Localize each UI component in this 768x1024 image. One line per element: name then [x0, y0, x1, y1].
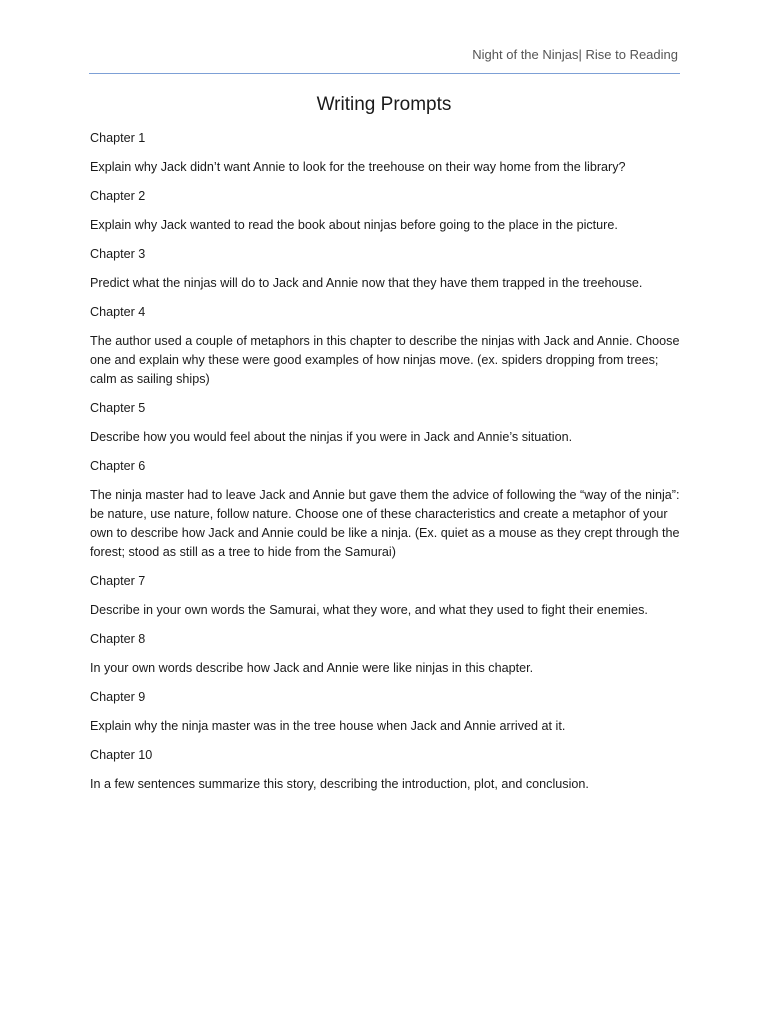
chapter-block	[90, 688, 682, 736]
chapter-prompt: Explain why Jack wanted to read the book about ninjas before going to the place in the picture.	[90, 218, 618, 232]
chapter-prompt: In a few sentences summarize this story, describing the introduction, plot, and conclusion.	[90, 777, 589, 791]
page-title: Writing Prompts	[316, 94, 452, 115]
chapter-block	[90, 630, 682, 678]
chapter-label: Chapter 4	[90, 305, 146, 319]
chapter-label: Chapter 1	[90, 131, 146, 145]
chapter-prompt: The ninja master had to leave Jack and Annie but gave them the advice of following the “way of the ninja”: be nature, use nature, follow nature. Choose one of these characteristics and create a metaphor of your own to describe how Jack and Annie could be like a ninja. (Ex. quiet as a mouse as they crept through the forest; stood as still as a tree to hide from the Samurai)	[90, 488, 680, 559]
chapter-block	[90, 129, 682, 177]
chapter-block	[90, 245, 682, 293]
chapter-label: Chapter 8	[90, 632, 146, 646]
chapter-label: Chapter 10	[90, 748, 153, 762]
chapter-block	[90, 187, 682, 235]
chapter-prompt: Explain why Jack didn’t want Annie to look for the treehouse on their way home from the library?	[90, 160, 626, 174]
prompt-list	[90, 129, 682, 804]
header-divider	[89, 73, 680, 74]
chapter-block	[90, 746, 682, 794]
chapter-prompt: Describe how you would feel about the ninjas if you were in Jack and Annie’s situation.	[90, 430, 573, 444]
chapter-prompt: Explain why the ninja master was in the tree house when Jack and Annie arrived at it.	[90, 719, 566, 733]
chapter-label: Chapter 3	[90, 247, 146, 261]
chapter-prompt: The author used a couple of metaphors in this chapter to describe the ninjas with Jack and Annie. Choose one and explain why these were good examples of how ninjas move. (ex. spiders dropping from trees; calm as sailing ships)	[90, 334, 680, 386]
chapter-prompt: Predict what the ninjas will do to Jack and Annie now that they have them trapped in the treehouse.	[90, 276, 643, 290]
chapter-block	[90, 572, 682, 620]
chapter-label: Chapter 9	[90, 690, 146, 704]
chapter-label: Chapter 6	[90, 459, 146, 473]
chapter-prompt: Describe in your own words the Samurai, what they wore, and what they used to fight their enemies.	[90, 603, 648, 617]
running-header: Night of the Ninjas| Rise to Reading	[472, 47, 678, 62]
chapter-block	[90, 303, 682, 389]
chapter-block	[90, 399, 682, 447]
chapter-prompt: In your own words describe how Jack and Annie were like ninjas in this chapter.	[90, 661, 534, 675]
chapter-label: Chapter 7	[90, 574, 146, 588]
chapter-label: Chapter 2	[90, 189, 146, 203]
chapter-block	[90, 457, 682, 562]
chapter-label: Chapter 5	[90, 401, 146, 415]
